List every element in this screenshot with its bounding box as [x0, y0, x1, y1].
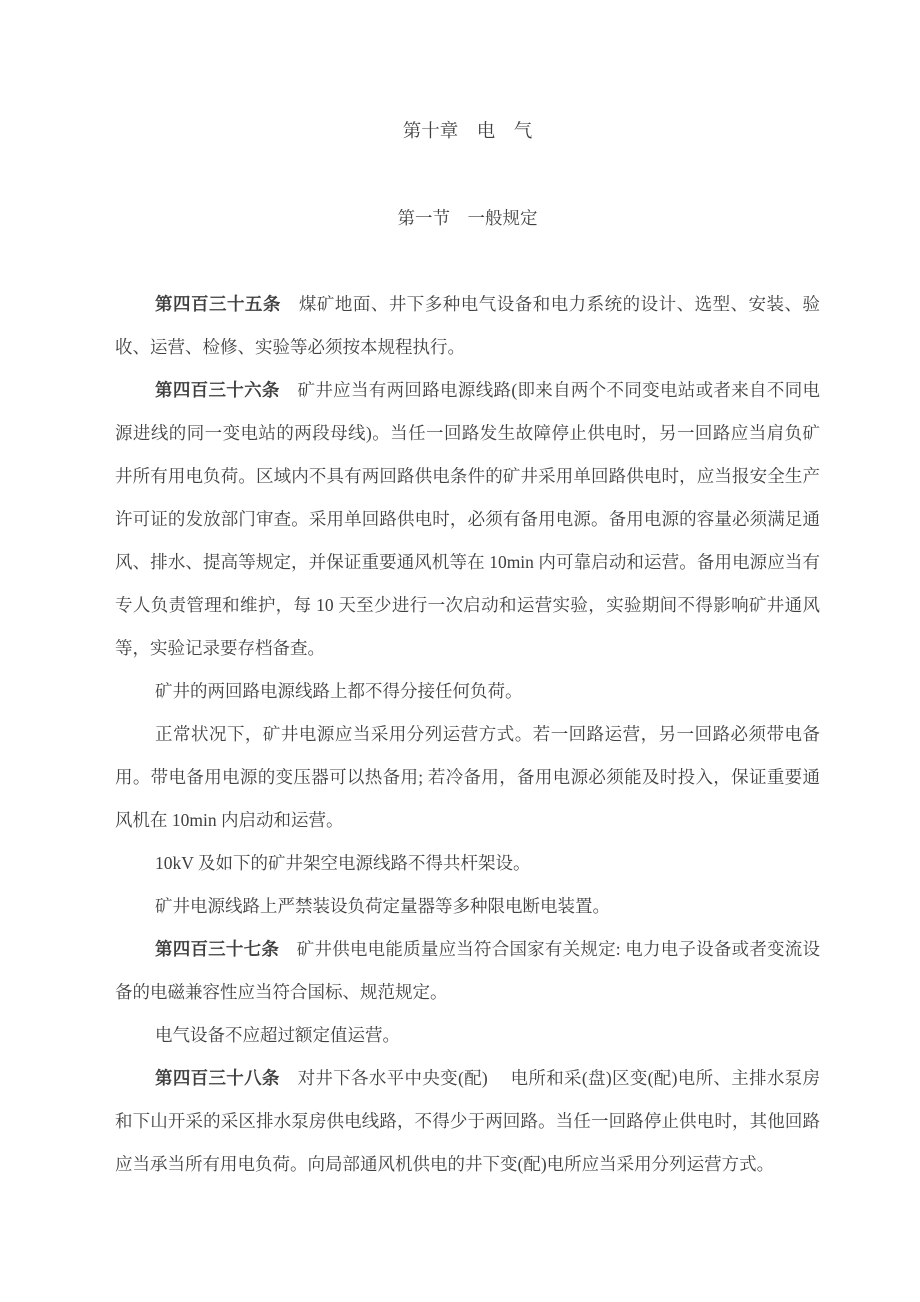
paragraph-text: 对井下各水平中央变(配) 电所和采(盘)区变(配)电所、主排水泵房和下山开采的采区排水泵房供电线路，不得少于两回路。当任一回路停止供电时，其他回路应当承当所有用电负荷。向局部通风机供电的井下变(配)电所应当采用分列运营方式。 — [115, 1068, 820, 1174]
section-heading: 第一节 一般规定 — [397, 208, 538, 228]
paragraph-text: 电气设备不应超过额定值运营。 — [155, 1025, 400, 1045]
article-number: 第四百三十七条 — [155, 939, 280, 959]
body-paragraph — [115, 713, 820, 842]
article-number: 第四百三十五条 — [155, 294, 281, 314]
article-number: 第四百三十六条 — [155, 380, 280, 400]
paragraph-text: 矿井应当有两回路电源线路(即来自两个不同变电站或者来自不同电源进线的同一变电站的两段母线)。当任一回路发生故障停止供电时，另一回路应当肩负矿井所有用电负荷。区域内不具有两回路供电条件的矿井采用单回路供电时，应当报安全生产许可证的发放部门审查。采用单回路供电时，必须有备用电源。备用电源的容量必须满足通风、排水、提高等规定，并保证重要通风机等在 10min 内可靠启动和运营。备用电源应当有专人负责管理和维护，每 10 天至少进行一次启动和运营实验，实验期间不得影响矿井通风等，实验记录要存档备查。 — [115, 380, 821, 658]
article-number: 第四百三十八条 — [155, 1068, 280, 1088]
article-paragraph — [115, 1057, 820, 1186]
paragraph-text: 矿井供电电能质量应当符合国家有关规定: 电力电子设备或者变流设备的电磁兼容性应当符合国标、规范规定。 — [115, 939, 820, 1002]
body-paragraph — [115, 842, 820, 885]
chapter-title: 第十章 电 气 — [402, 122, 533, 142]
paragraph-text: 矿井电源线路上严禁装设负荷定量器等多种限电断电装置。 — [155, 896, 610, 916]
article-paragraph — [115, 369, 820, 670]
paragraph-text: 10kV 及如下的矿井架空电源线路不得共杆架设。 — [155, 853, 531, 873]
body-paragraph — [115, 885, 820, 928]
document-body — [115, 283, 820, 1186]
article-paragraph — [115, 928, 820, 1014]
article-paragraph — [115, 283, 820, 369]
paragraph-text: 正常状况下，矿井电源应当采用分列运营方式。若一回路运营，另一回路必须带电备用。带电备用电源的变压器可以热备用; 若冷备用，备用电源必须能及时投入，保证重要通风机在 10min 内启动和运营。 — [115, 724, 820, 830]
paragraph-text: 煤矿地面、井下多种电气设备和电力系统的设计、选型、安装、验收、运营、检修、实验等必须按本规程执行。 — [115, 294, 821, 357]
body-paragraph — [115, 1014, 820, 1057]
paragraph-text: 矿井的两回路电源线路上都不得分接任何负荷。 — [155, 681, 523, 701]
body-paragraph — [115, 670, 820, 713]
